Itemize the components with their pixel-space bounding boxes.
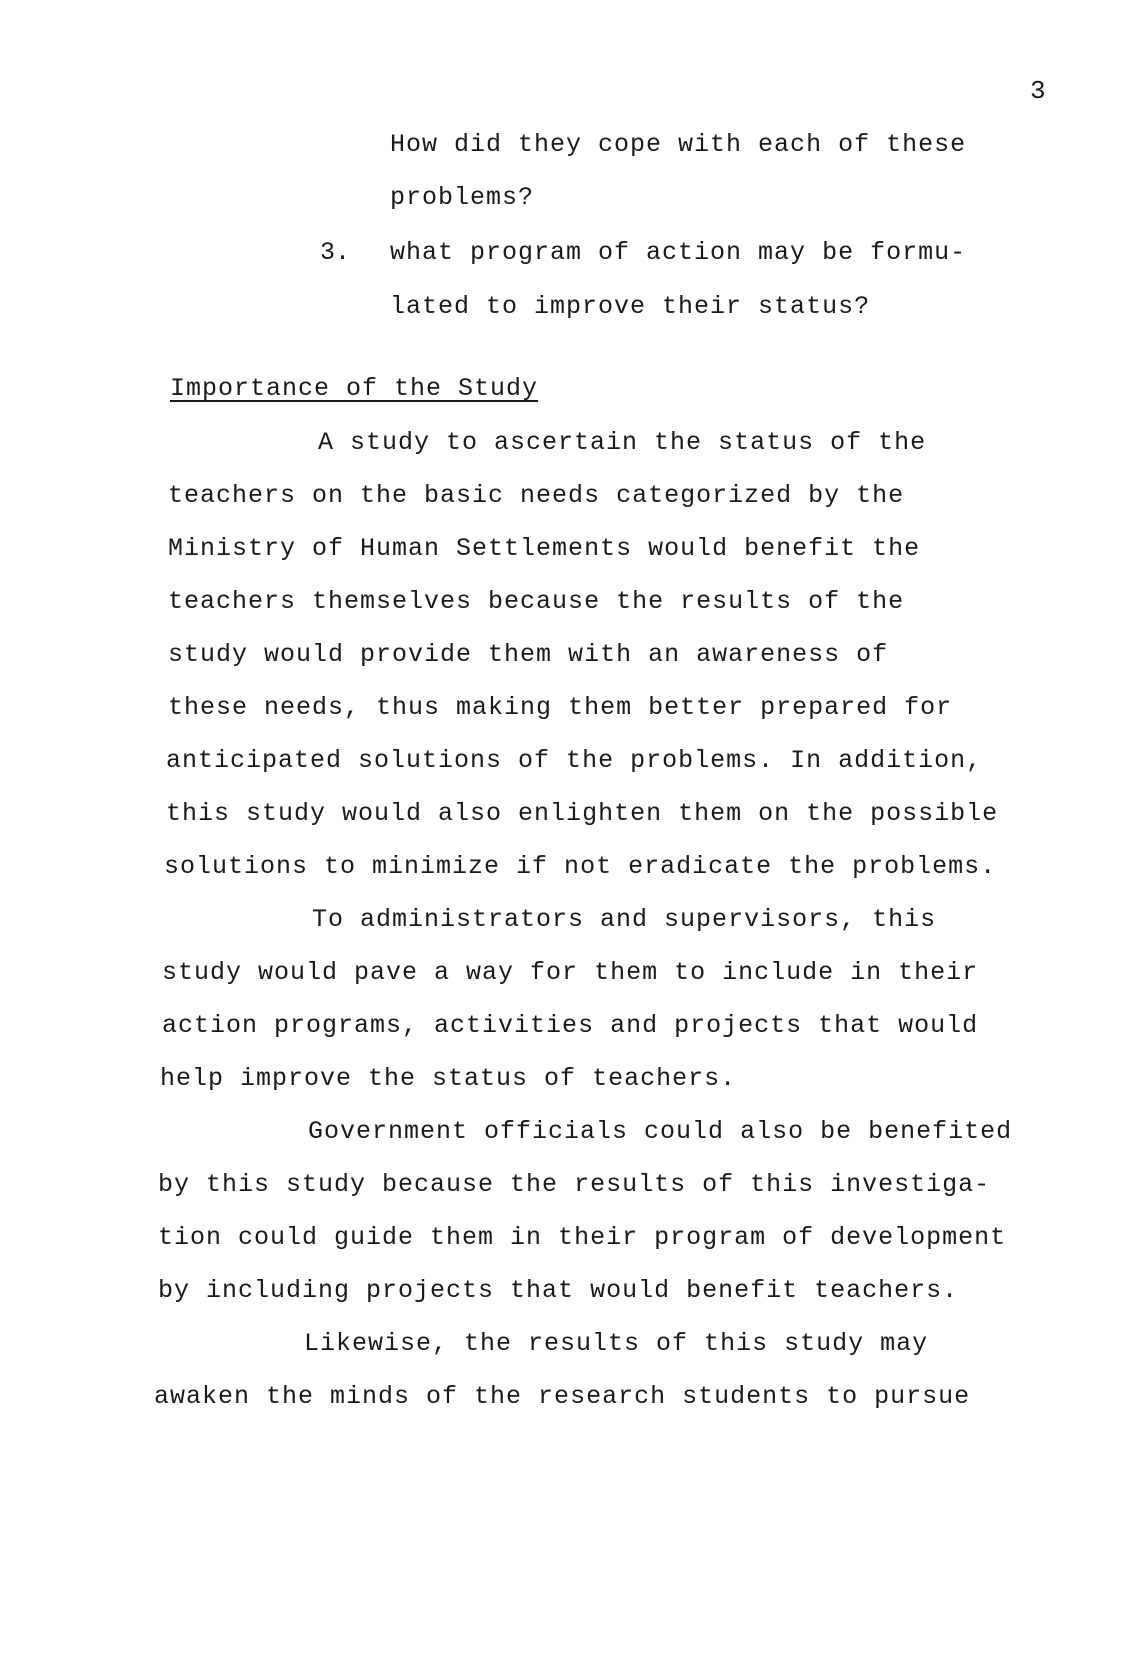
body-line: Government officials could also be benefited: [308, 1117, 1013, 1146]
body-line: action programs, activities and projects that would: [162, 1011, 979, 1040]
body-line: A study to ascertain the status of the: [318, 428, 927, 457]
body-line: this study would also enlighten them on the possible: [166, 799, 999, 828]
body-line: help improve the status of teachers.: [160, 1064, 737, 1093]
body-line: by this study because the results of this investiga-: [158, 1170, 991, 1199]
body-line: Likewise, the results of this study may: [304, 1329, 929, 1358]
body-line: solutions to minimize if not eradicate the problems.: [164, 852, 997, 881]
body-line: Ministry of Human Settlements would benefit the: [168, 534, 921, 563]
body-line: tion could guide them in their program of development: [158, 1223, 1007, 1252]
body-line: teachers themselves because the results of the: [168, 587, 905, 616]
body-line: teachers on the basic needs categorized by the: [168, 481, 905, 510]
continuation-line: problems?: [390, 183, 535, 212]
body-line: To administrators and supervisors, this: [312, 905, 937, 934]
body-line: by including projects that would benefit teachers.: [158, 1276, 959, 1305]
body-line: study would pave a way for them to include in their: [162, 958, 979, 987]
page-number: 3: [1030, 76, 1046, 106]
body-line: awaken the minds of the research students to pursue: [154, 1382, 971, 1411]
body-line: study would provide them with an awareness of: [168, 640, 889, 669]
body-line: these needs, thus making them better prepared for: [168, 693, 953, 722]
list-item-line: lated to improve their status?: [390, 292, 871, 321]
list-item-number: 3.: [320, 238, 351, 267]
section-heading: Importance of the Study: [170, 374, 539, 403]
body-line: anticipated solutions of the problems. In addition,: [166, 746, 983, 775]
continuation-line: How did they cope with each of these: [390, 130, 967, 159]
list-item-line: what program of action may be formu-: [390, 238, 967, 267]
